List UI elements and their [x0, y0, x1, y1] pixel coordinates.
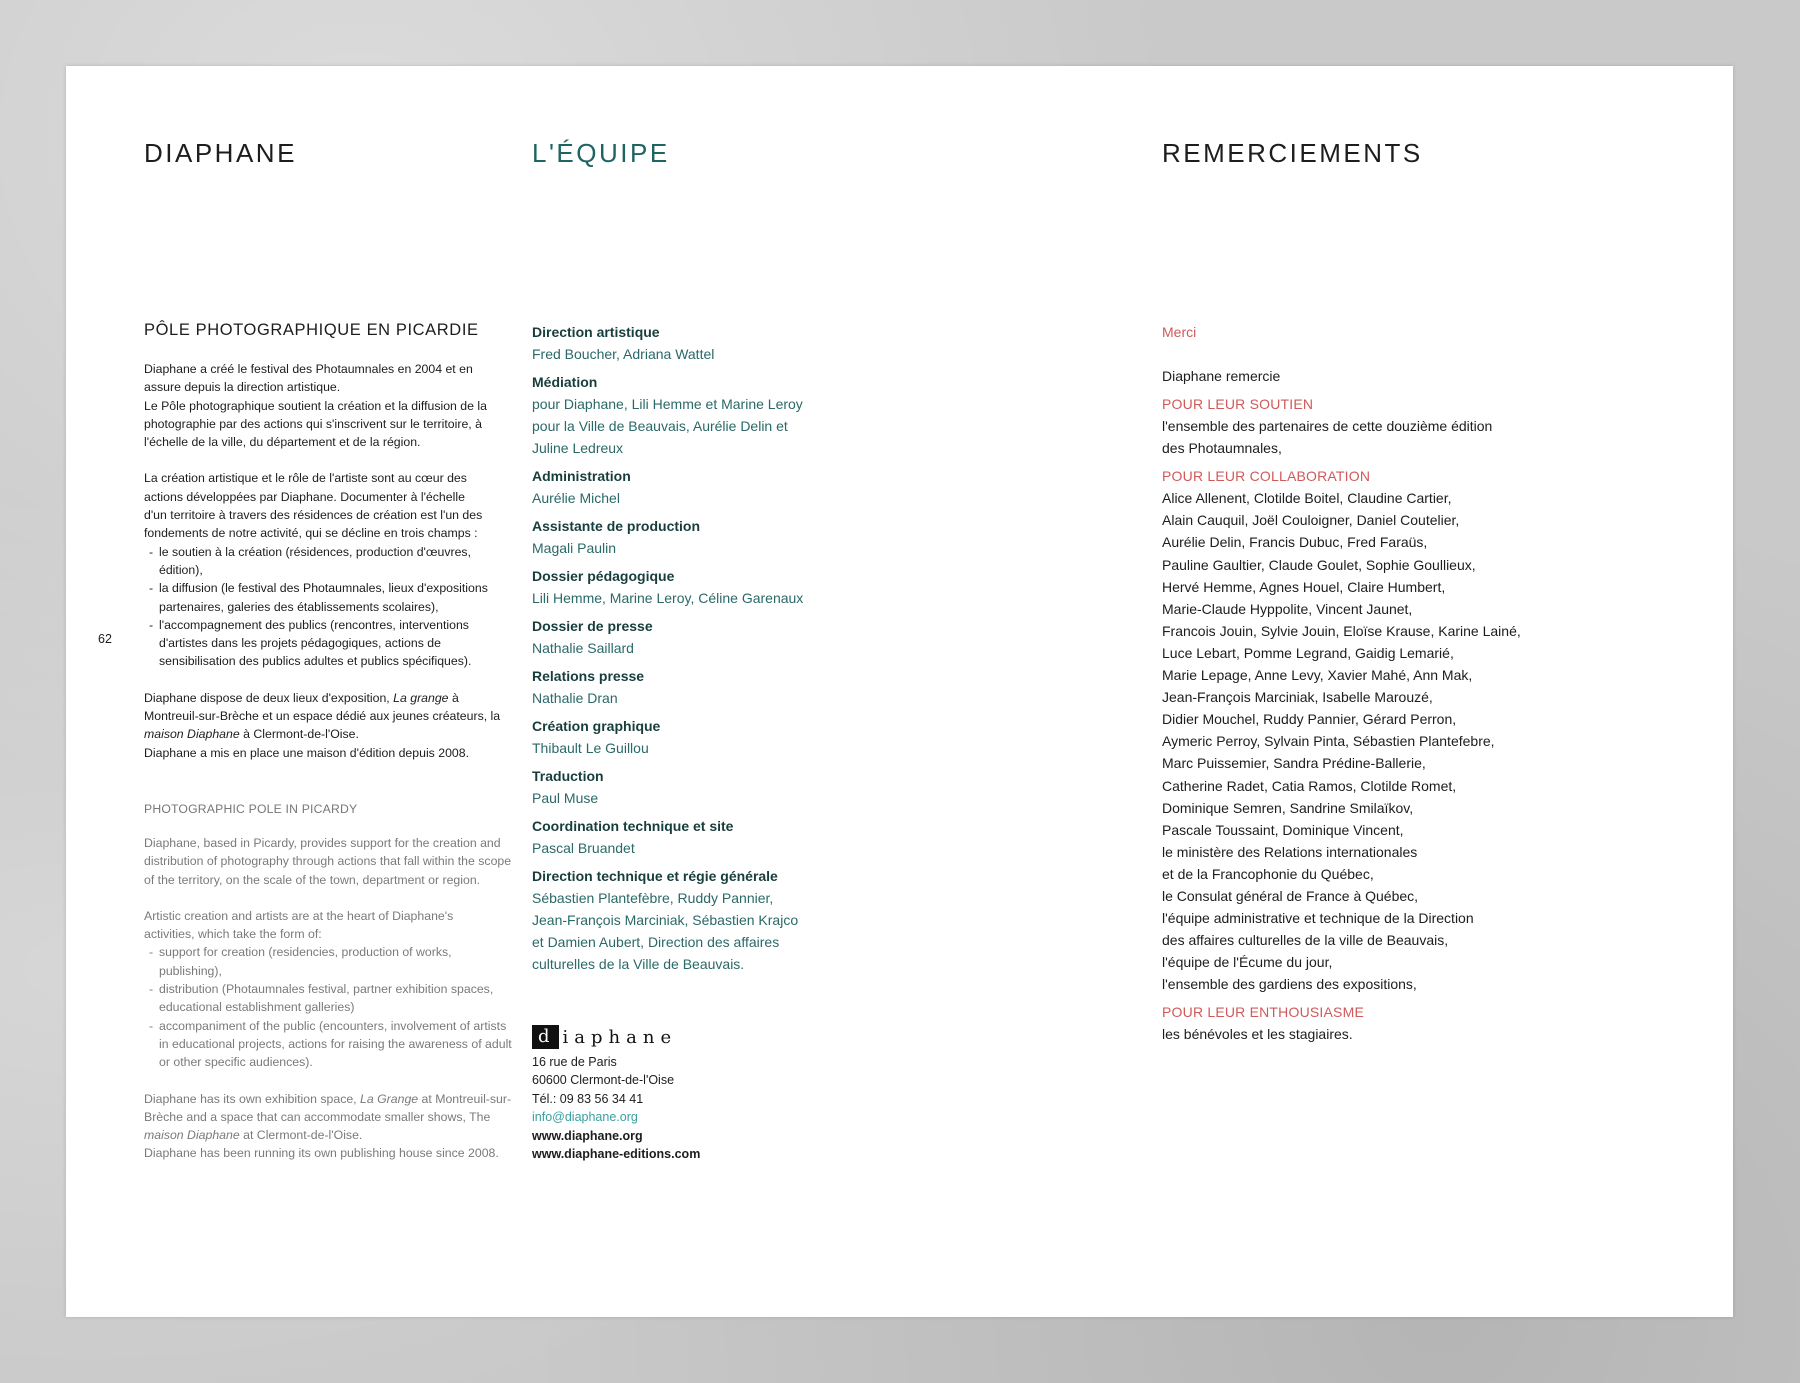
thanks-line: Didier Mouchel, Ruddy Pannier, Gérard Perron, — [1162, 711, 1457, 728]
diaphane-logo — [532, 1025, 862, 1049]
team-name-line: Sébastien Plantefèbre, Ruddy Pannier, — [532, 890, 774, 906]
team-name-line: Jean-François Marciniak, Sébastien Krajco — [532, 912, 799, 928]
team-role-title: Administration — [532, 468, 631, 484]
team-name-line: culturelles de la Ville de Beauvais. — [532, 956, 745, 972]
fr-p3-text: Diaphane dispose de deux lieux d'exposition, — [144, 690, 394, 705]
fr-paragraph-2 — [144, 469, 516, 542]
thanks-line: Pascale Toussaint, Dominique Vincent, — [1162, 821, 1404, 838]
merci-label: Merci — [1162, 324, 1197, 340]
thanks-line: l'équipe de l'Écume du jour, — [1162, 954, 1333, 971]
list-item: - accompaniment of the public (encounters, involvement of artists in educational projects, actions for raising the awareness of adult or other specific audiences). — [144, 1017, 516, 1072]
list-item: - support for creation (residencies, production of works, publishing), — [144, 943, 516, 980]
list-item: - l'accompagnement des publics (rencontres, interventions d'artistes dans les projets pédagogiques, actions de sensibilisation des publics adultes et publics spécifiques). — [144, 616, 516, 671]
team-role-names — [532, 393, 862, 459]
en-paragraph-3 — [144, 1090, 516, 1163]
remerciements-column — [1162, 321, 1562, 1052]
fr-p2-line: La création artistique et le rôle de l'artiste sont au cœur des — [144, 471, 467, 486]
team-name-line: et Damien Aubert, Direction des affaires — [532, 934, 780, 950]
team-role-title: Direction artistique — [532, 324, 660, 340]
fr-p1-line: Le Pôle photographique soutient la création et la diffusion de la — [144, 398, 487, 413]
fr-p3-italic: maison Diaphane — [144, 727, 240, 742]
fr-p3-text: à Clermont-de-l'Oise. — [239, 727, 359, 742]
team-role-title: Direction technique et régie générale — [532, 868, 778, 884]
diaphane-column — [144, 321, 516, 1181]
thanks-line: Alain Cauquil, Joël Couloigner, Daniel Coutelier, — [1162, 512, 1460, 529]
fr-p1-line: assure depuis la direction artistique. — [144, 380, 341, 395]
team-role-title: Coordination technique et site — [532, 818, 734, 834]
thanks-line: Alice Allenent, Clotilde Boitel, Claudine Cartier, — [1162, 490, 1452, 507]
fr-p1-line: Diaphane a créé le festival des Photaumnales en 2004 et en — [144, 362, 473, 376]
enthousiasme-list — [1162, 1023, 1562, 1045]
editions-website-link[interactable]: www.diaphane-editions.com — [532, 1147, 701, 1162]
thanks-line: le ministère des Relations internationales — [1162, 843, 1418, 860]
en-p2-line: activities, which take the form of: — [144, 927, 322, 942]
thanks-line: Jean-François Marciniak, Isabelle Marouzé, — [1162, 689, 1433, 706]
fr-p3-line: Diaphane a mis en place une maison d'édition depuis 2008. — [144, 745, 470, 760]
logo-text: iaphane — [562, 1026, 678, 1048]
en-p3-text: Diaphane has its own exhibition space, — [144, 1091, 361, 1106]
fr-paragraph-1 — [144, 360, 516, 451]
team-name-line: Juline Ledreux — [532, 440, 624, 456]
en-paragraph-1: Diaphane, based in Picardy, provides support for the creation and distribution of photography through actions that fall within the scope of the territory, on the scale of the town, department or region. — [144, 835, 512, 887]
thanks-line: Hervé Hemme, Agnes Houel, Claire Humbert, — [1162, 578, 1446, 595]
thanks-line: l'ensemble des gardiens des expositions, — [1162, 976, 1417, 993]
thanks-line: l'ensemble des partenaires de cette douzième édition — [1162, 418, 1493, 435]
address-line: 60600 Clermont-de-l'Oise — [532, 1073, 675, 1088]
team-role-title: Dossier de presse — [532, 618, 653, 634]
soutien-list — [1162, 415, 1562, 459]
logo-initial: d — [532, 1025, 559, 1049]
thanks-line: Aurélie Delin, Francis Dubuc, Fred Faraüs, — [1162, 534, 1428, 551]
list-item: - le soutien à la création (résidences, production d'œuvres, édition), — [144, 543, 516, 580]
en-activity-list — [144, 943, 516, 1071]
en-p2-line: Artistic creation and artists are at the heart of Diaphane's — [144, 908, 454, 923]
soutien-title: POUR LEUR SOUTIEN — [1162, 396, 1314, 413]
thanks-line: Marc Puissemier, Sandra Prédine-Ballerie, — [1162, 755, 1426, 772]
website-link[interactable]: www.diaphane.org — [532, 1128, 643, 1143]
thanks-line: Luce Lebart, Pomme Legrand, Gaidig Lemarié, — [1162, 644, 1454, 661]
thanks-line: et de la Francophonie du Québec, — [1162, 865, 1374, 882]
team-role-names — [532, 587, 862, 609]
thanks-line: les bénévoles et les stagiaires. — [1162, 1026, 1353, 1043]
en-p3-text: at Montreuil-sur-Brèche and a space that can accommodate smaller shows, The — [144, 1091, 512, 1124]
team-roles — [532, 321, 862, 975]
enthousiasme-title: POUR LEUR ENTHOUSIASME — [1162, 1004, 1364, 1021]
diaphane-heading: DIAPHANE — [144, 138, 297, 168]
en-p3-italic: maison Diaphane — [144, 1128, 240, 1143]
thanks-line: le Consulat général de France à Québec, — [1162, 887, 1419, 904]
team-name-line: pour la Ville de Beauvais, Aurélie Delin et — [532, 418, 788, 434]
team-role-title: Traduction — [532, 768, 604, 784]
fr-p1-line: photographie par des actions qui s'inscrivent sur le territoire, à — [144, 416, 482, 431]
team-role-title: Dossier pédagogique — [532, 568, 675, 584]
thanks-line: Marie-Claude Hyppolite, Vincent Jaunet, — [1162, 600, 1413, 617]
fr-p1-line: l'échelle de la ville, du département et de la région. — [144, 435, 421, 450]
thanks-line: Pauline Gaultier, Claude Goulet, Sophie Goullieux, — [1162, 556, 1476, 573]
team-role-title: Médiation — [532, 374, 598, 390]
fr-p3-text: à Montreuil-sur-Brèche et un espace dédié aux jeunes créateurs, la — [144, 690, 501, 724]
fr-p2-line: d'un territoire à travers des résidences de création est l'un des — [144, 508, 483, 523]
phone-number: Tél.: 09 83 56 34 41 — [532, 1091, 644, 1106]
list-item: - la diffusion (le festival des Photaumnales, lieux d'expositions partenaires, galeries des établissements scolaires), — [144, 579, 516, 616]
team-role-title: Assistante de production — [532, 518, 701, 534]
team-name-line: Aurélie Michel — [532, 490, 620, 506]
team-name-line: Lili Hemme, Marine Leroy, Céline Garenaux — [532, 590, 804, 606]
team-role-names — [532, 787, 862, 809]
diaphane-subtitle: PÔLE PHOTOGRAPHIQUE EN PICARDIE — [144, 321, 479, 339]
thanks-intro: Diaphane remercie — [1162, 368, 1281, 384]
team-name-line: pour Diaphane, Lili Hemme et Marine Leroy — [532, 396, 803, 412]
remerciements-heading: REMERCIEMENTS — [1162, 138, 1423, 168]
collaboration-list — [1162, 487, 1562, 995]
thanks-line: l'équipe administrative et technique de la Direction — [1162, 910, 1474, 927]
english-subtitle: PHOTOGRAPHIC POLE IN PICARDY — [144, 801, 358, 816]
collaboration-title: POUR LEUR COLLABORATION — [1162, 468, 1371, 485]
thanks-line: des Photaumnales, — [1162, 440, 1282, 457]
team-role-title: Relations presse — [532, 668, 645, 684]
thanks-line: des affaires culturelles de la ville de Beauvais, — [1162, 932, 1449, 949]
team-name-line: Paul Muse — [532, 790, 599, 806]
list-item: - distribution (Photaumnales festival, partner exhibition spaces, educational establishment galleries) — [144, 980, 516, 1017]
equipe-heading: L'ÉQUIPE — [532, 138, 670, 168]
en-p3-line: Diaphane has been running its own publishing house since 2008. — [144, 1146, 499, 1161]
team-role-names — [532, 487, 862, 509]
team-role-names — [532, 687, 862, 709]
fr-activity-list — [144, 543, 516, 671]
thanks-line: Catherine Radet, Catia Ramos, Clotilde Romet, — [1162, 777, 1457, 794]
email-link[interactable]: info@diaphane.org — [532, 1110, 638, 1125]
team-name-line: Magali Paulin — [532, 540, 617, 556]
equipe-column — [532, 321, 862, 1163]
team-name-line: Nathalie Saillard — [532, 640, 634, 656]
address-line: 16 rue de Paris — [532, 1055, 617, 1069]
team-name-line: Pascal Bruandet — [532, 840, 635, 856]
team-role-names — [532, 837, 862, 859]
fr-paragraph-3 — [144, 689, 516, 762]
french-text — [144, 360, 516, 762]
english-text — [144, 834, 516, 1163]
team-role-names — [532, 637, 862, 659]
team-name-line: Nathalie Dran — [532, 690, 618, 706]
team-role-names — [532, 343, 862, 365]
fr-p2-line: fondements de notre activité, qui se décline en trois champs : — [144, 526, 478, 541]
team-role-names — [532, 887, 862, 975]
en-p3-text: at Clermont-de-l'Oise. — [239, 1128, 363, 1143]
team-role-names — [532, 537, 862, 559]
contact-block — [532, 1053, 862, 1163]
thanks-line: Dominique Semren, Sandrine Smilaïkov, — [1162, 799, 1414, 816]
en-paragraph-2 — [144, 907, 516, 944]
team-name-line: Thibault Le Guillou — [532, 740, 649, 756]
en-p3-italic: La Grange — [360, 1091, 419, 1106]
fr-p3-italic: La grange — [393, 690, 449, 705]
team-role-title: Création graphique — [532, 718, 661, 734]
brochure-page — [66, 66, 1733, 1317]
thanks-line: Marie Lepage, Anne Levy, Xavier Mahé, Ann Mak, — [1162, 667, 1473, 684]
fr-p2-line: actions développées par Diaphane. Documenter à l'échelle — [144, 489, 465, 504]
team-role-names — [532, 737, 862, 759]
thanks-line: Aymeric Perroy, Sylvain Pinta, Sébastien Plantefebre, — [1162, 733, 1495, 750]
team-name-line: Fred Boucher, Adriana Wattel — [532, 346, 715, 362]
thanks-line: Francois Jouin, Sylvie Jouin, Eloïse Krause, Karine Lainé, — [1162, 622, 1521, 639]
page-number: 62 — [98, 632, 112, 646]
